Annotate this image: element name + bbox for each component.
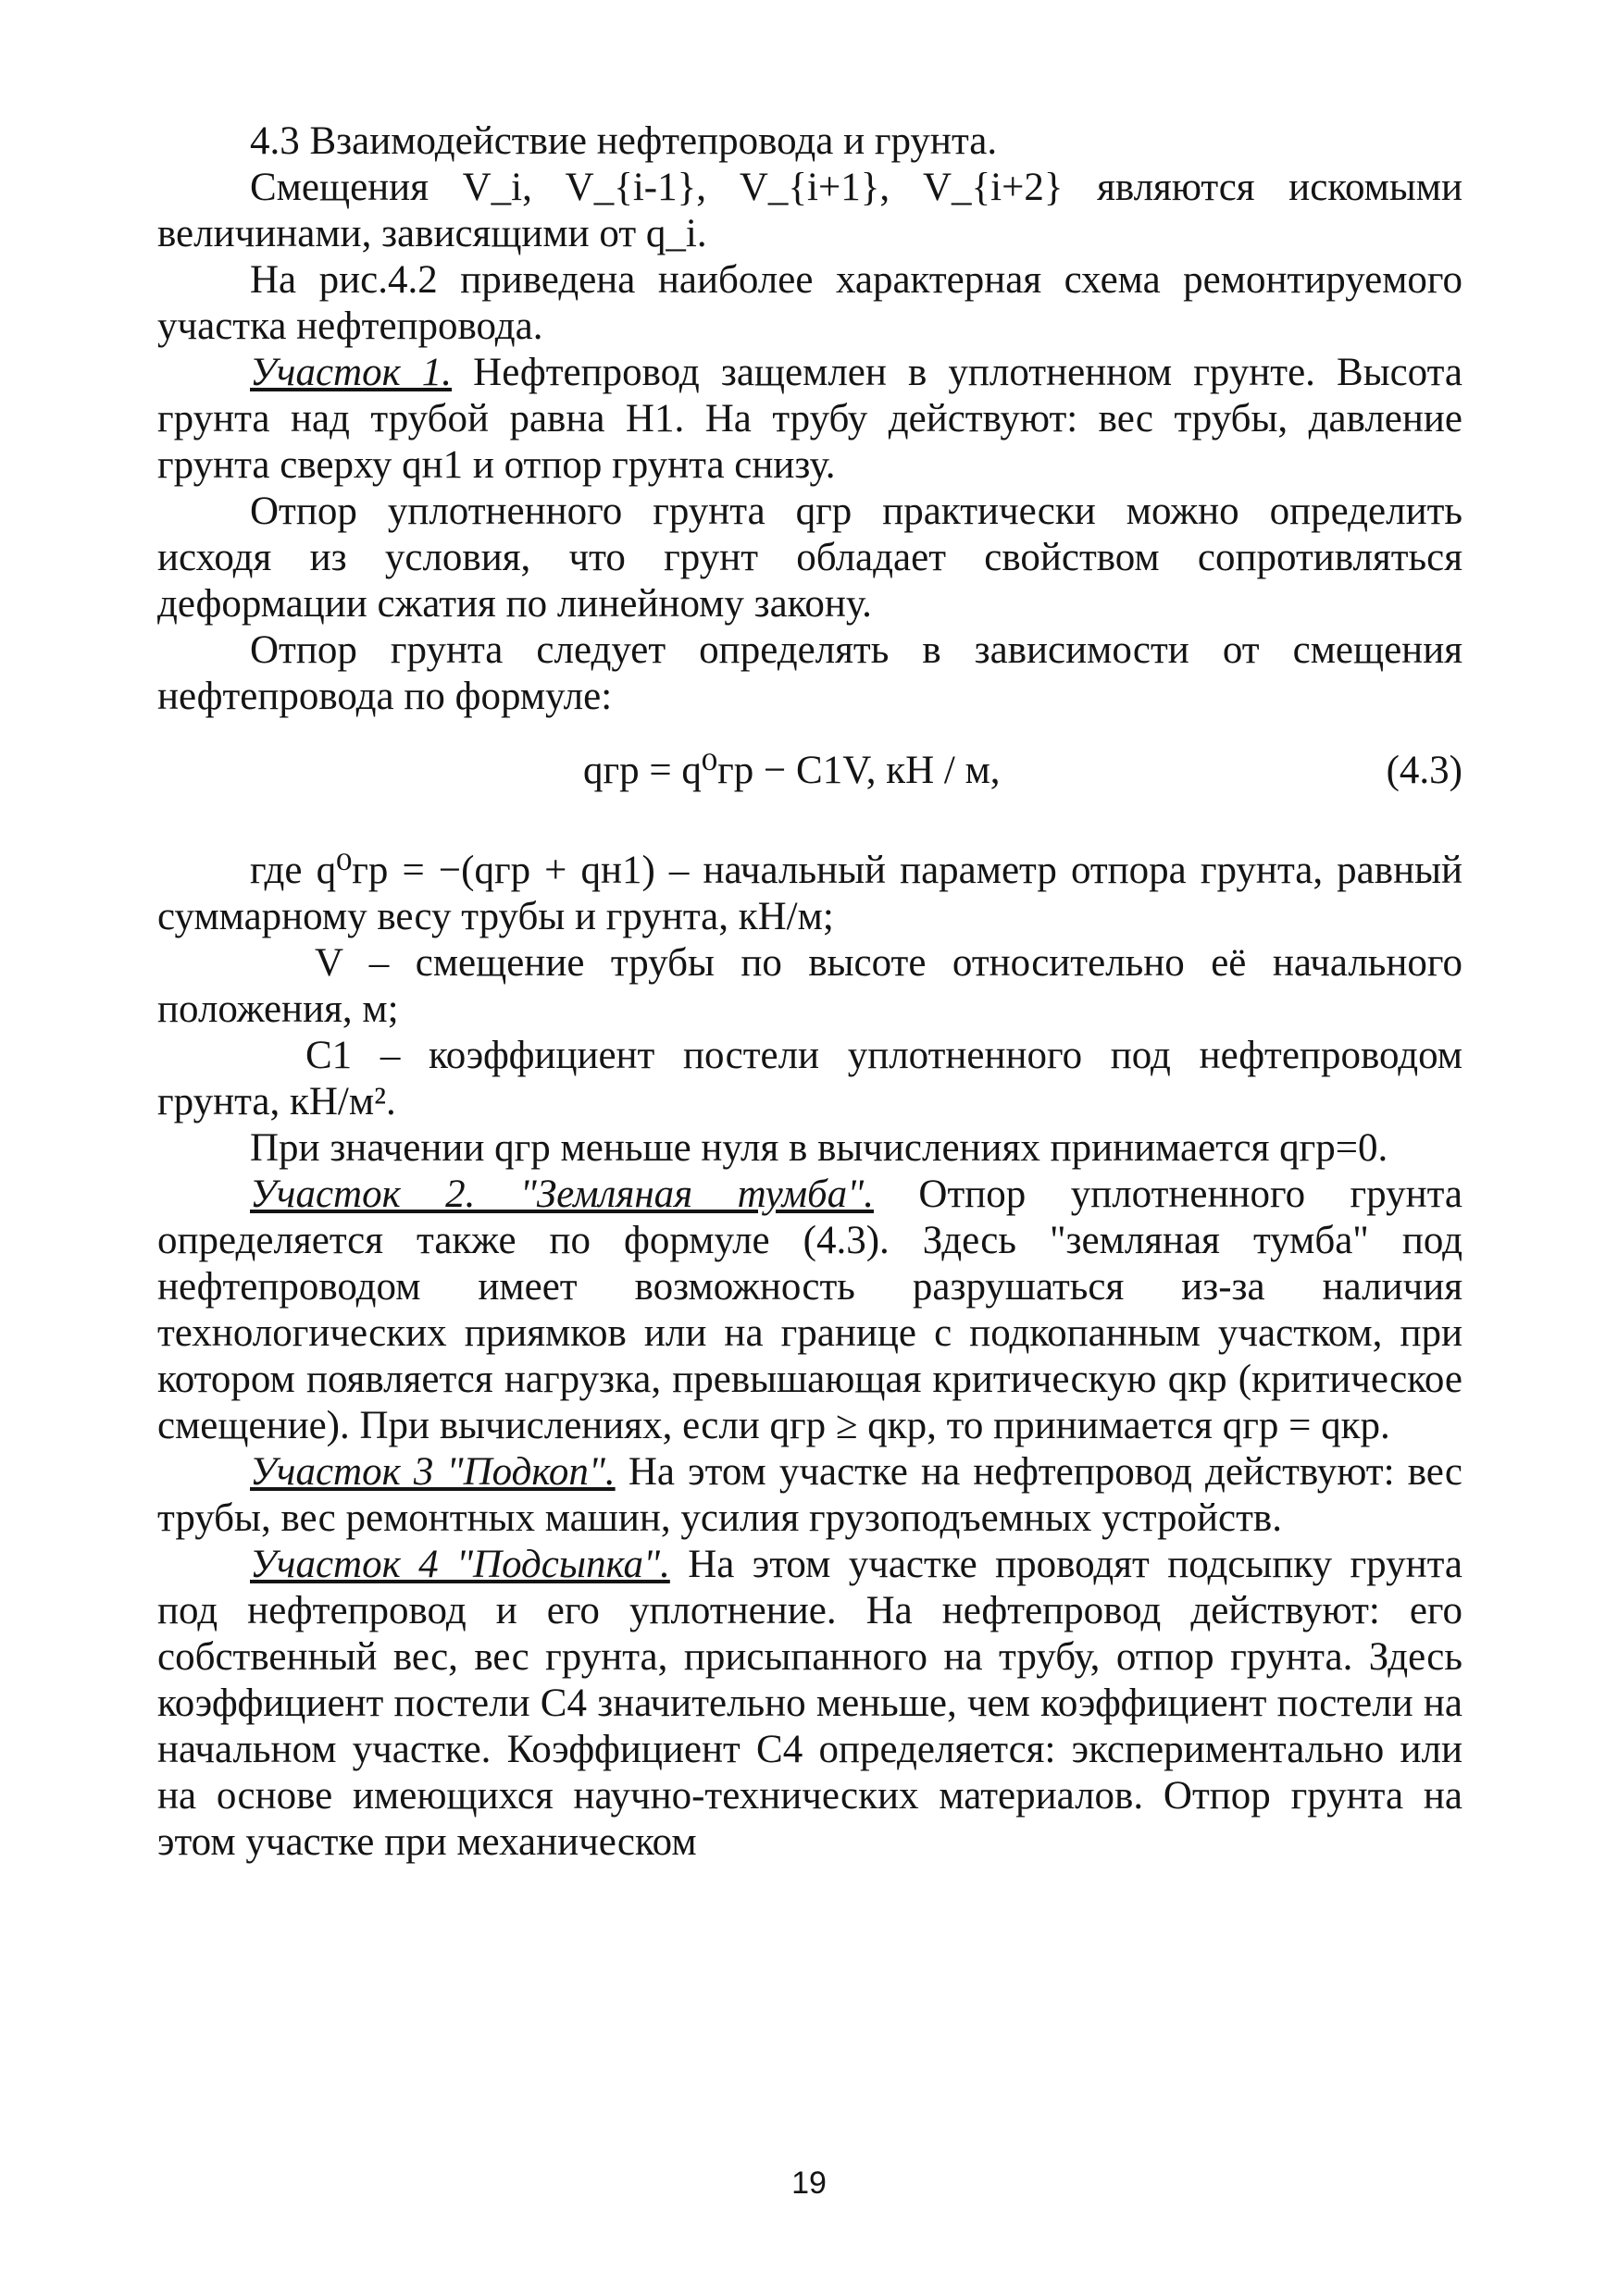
formula-body: qгр = q⁰гр − C1V, кН / м, (583, 749, 1001, 792)
paragraph-soil-resistance: Отпор уплотненного грунта qгр практически можно определить исходя из условия, что грунт обладает свойством сопротивляться деформации сжатия по линейному закону. (157, 490, 1462, 626)
paragraph-displacements: Смещения V_i, V_{i-1}, V_{i+1}, V_{i+2} являются искомыми величинами, зависящими от q_i. (157, 166, 1462, 255)
section-3-title: Участок 3 "Подкоп". (250, 1450, 616, 1494)
paragraph-figure-reference: На рис.4.2 приведена наиболее характерная схема ремонтируемого участка нефтепровода. (157, 258, 1462, 348)
paragraph-section-3 (157, 1449, 1462, 1542)
definition-c1: C1 – коэффициент постели уплотненного под нефтепроводом грунта, кН/м². (157, 1034, 1462, 1123)
section-4-title: Участок 4 "Подсыпка". (250, 1543, 670, 1586)
paragraph-formula-intro: Отпор грунта следует определять в зависимости от смещения нефтепровода по формуле: (157, 628, 1462, 718)
section-3-text: На этом участке на нефтепровод действуют: вес трубы, вес ремонтных машин, усилия грузоподъемных устройств. (157, 1450, 1462, 1540)
paragraph-section-4 (157, 1542, 1462, 1866)
section-1-title: Участок 1. (250, 351, 453, 394)
where-formula: q⁰гр = −(qгр + qн1) (316, 849, 655, 892)
section-1-text: Нефтепровод защемлен в уплотненном грунте. Высота грунта над трубой равна H1. На трубу действуют: вес трубы, давление грунта сверху qн1 и отпор грунта снизу. (157, 351, 1462, 487)
where-prefix: где (250, 849, 317, 892)
section-heading: 4.3 Взаимодействие нефтепровода и грунта. (250, 119, 998, 163)
text-body (157, 118, 1462, 1866)
paragraph-where (157, 848, 1462, 940)
formula-4-3 (157, 735, 1462, 820)
paragraph-section-2 (157, 1172, 1462, 1449)
section-2-text: Отпор уплотненного грунта определяется также по формуле (4.3). Здесь "земляная тумба" под нефтепроводом имеет возможность разрушаться из-за наличия технологических приямков или на границе с подкопанным участком, при котором появляется нагрузка, превышающая критическую qкр (критическое смещение). При вычислениях, если qгр ≥ qкр, то принимается qгр = qкр. (157, 1173, 1462, 1447)
section-4-text: На этом участке проводят подсыпку грунта под нефтепровод и его уплотнение. На нефтепровод действуют: его собственный вес, вес грунта, присыпанного на трубу, отпор грунта. Здесь коэффициент постели C4 значительно меньше, чем коэффициент постели на начальном участке. Коэффициент C4 определяется: экспериментально или на основе имеющихся научно-технических материалов. Отпор грунта на этом участке при механическом (157, 1543, 1462, 1864)
page-number: 19 (791, 2166, 827, 2201)
paragraph-negative-value: При значении qгр меньше нуля в вычислениях принимается qгр=0. (250, 1126, 1388, 1170)
where-text: – начальный параметр отпора грунта, равный суммарному весу трубы и грунта, кН/м; (157, 849, 1462, 938)
formula-number: (4.3) (1386, 749, 1462, 792)
paragraph-section-1 (157, 350, 1462, 489)
definition-v: V – смещение трубы по высоте относительно её начального положения, м; (157, 941, 1462, 1031)
section-2-title: Участок 2. "Земляная тумба". (250, 1173, 874, 1216)
